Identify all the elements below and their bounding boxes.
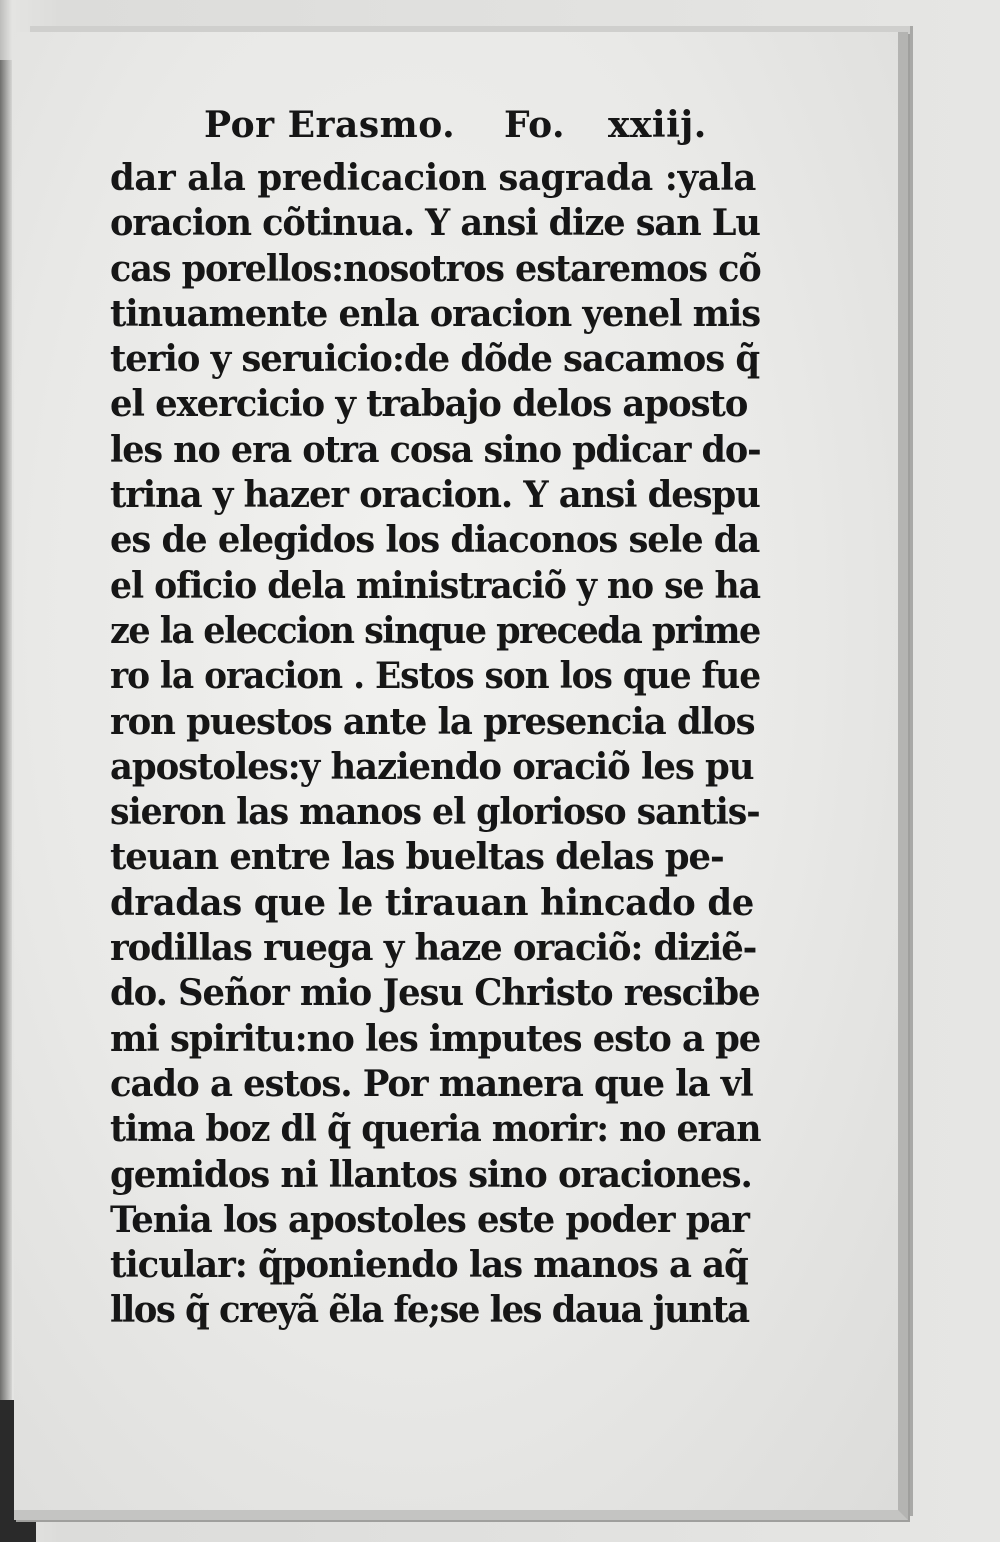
text-block: [110, 104, 770, 1334]
text-line: tinuamente enla oracion yenel mis: [110, 292, 761, 335]
text-line: dradas que le tirauan hincado de: [110, 881, 754, 924]
text-line: les no era otra cosa sino pdicar do-: [110, 428, 761, 471]
running-head-title: Por Erasmo.: [204, 104, 456, 146]
text-line: ron puestos ante la presencia dlos: [110, 700, 755, 743]
text-line: ro la oracion . Estos son los que fue: [110, 655, 761, 698]
text-line: llos q̃ creyã ẽla fe;se les daua junta: [110, 1289, 749, 1332]
text-line: mi spiritu:no les imputes esto a pe: [110, 1017, 761, 1060]
folio-label: Fo.: [504, 104, 566, 146]
text-line: oracion cõtinua. Y ansi dize san Lu: [110, 202, 760, 245]
text-line: cado a estos. Por manera que la vl: [110, 1062, 753, 1105]
text-line: el exercicio y trabajo delos aposto: [110, 383, 748, 426]
text-line: teuan entre las bueltas delas pe-: [110, 836, 724, 879]
folio-number: xxiij.: [608, 104, 707, 146]
text-line: terio y seruicio:de dõde sacamos q̃: [110, 338, 760, 381]
running-head: [110, 104, 770, 156]
text-line: dar ala predicacion sagrada :yala: [110, 157, 756, 199]
text-line: tima boz dl q̃ queria morir: no eran: [110, 1108, 761, 1151]
book-left-edge: [0, 60, 12, 1500]
text-line: gemidos ni llantos sino oraciones.: [110, 1153, 752, 1196]
text-line: cas porellos:nosotros estaremos cõ: [110, 247, 761, 290]
text-line: apostoles:y haziendo oraciõ les pu: [110, 745, 754, 788]
text-line: es de elegidos los diaconos sele da: [110, 519, 760, 562]
text-line: rodillas ruega y haze oraciõ: diziẽ-: [110, 927, 757, 970]
text-line: ticular: q̃poniendo las manos a aq̃: [110, 1244, 748, 1287]
text-line: ze la eleccion sinque preceda prime: [110, 609, 760, 652]
text-line: el oficio dela ministraciõ y no se ha: [110, 564, 760, 607]
text-line: sieron las manos el glorioso santis-: [110, 791, 760, 834]
text-line: Tenia los apostoles este poder par: [110, 1198, 749, 1241]
text-line: do. Señor mio Jesu Christo rescibe: [110, 972, 760, 1015]
text-line: trina y hazer oracion. Y ansi despu: [110, 474, 760, 517]
